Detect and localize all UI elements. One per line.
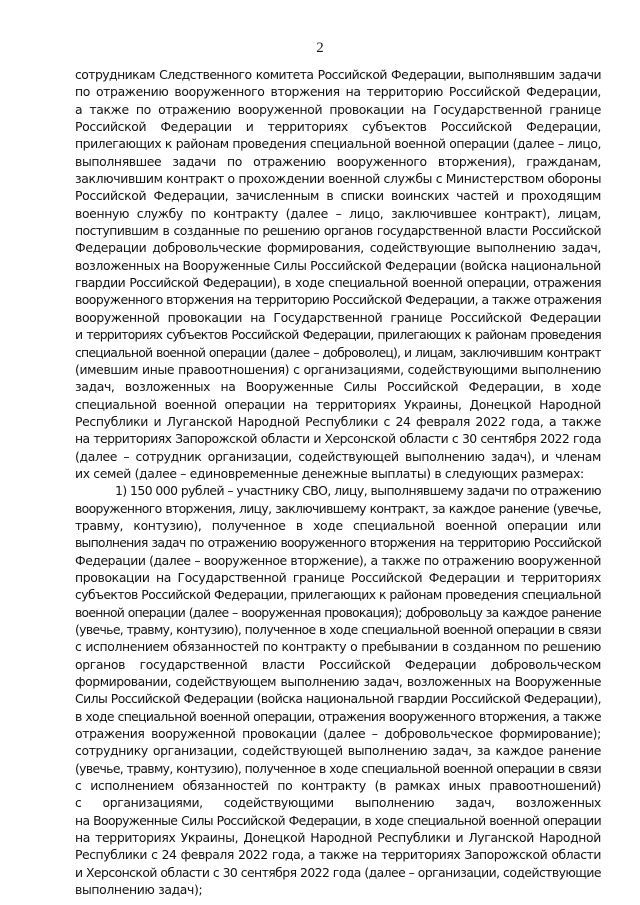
text-line: гвардии Российской Федерации), в ходе специальной военной операции, отражения (75, 275, 601, 291)
text-line: в ходе специальной военной операции, отражения вооруженного вторжения, а также (75, 708, 601, 724)
text-line: (далее – сотрудник организации, содействующей выполнению задач), и членам (75, 448, 601, 464)
text-line: Российской Федерации, зачисленным в списки воинских частей и проходящим (75, 188, 601, 204)
text-line: и Херсонской области с 30 сентября 2022 года (далее – организации, содействующие (75, 864, 601, 880)
text-line: сотрудникам Следственного комитета Российской Федерации, выполнявшим задачи (75, 67, 601, 82)
text-line: 1) 150 000 рублей – участнику СВО, лицу, выполнявшему задачи по отражению (115, 483, 601, 499)
text-line: заключившим контракт о прохождении военной службы с Министерством обороны (75, 171, 601, 187)
text-line: их семей (далее – единовременные денежные выплаты) в следующих размерах: (75, 465, 584, 481)
text-line: (увечье, травму, контузию), полученное в ходе специальной военной операции в связи (75, 622, 601, 637)
text-line: выполнявшее задачи по отражению вооруженного вторжения), гражданам, (75, 153, 601, 169)
text-line: поступившим в созданные по решению органов государственной власти Российской (75, 223, 601, 239)
text-line: (имевшим иные правоотношения) с организациями, содействующими выполнению (75, 361, 601, 377)
text-line: отражения вооруженной провокации (далее – добровольческое формирование); (75, 726, 601, 742)
text-line: Республики с 24 февраля 2022 года, а также на территориях Запорожской области (75, 847, 601, 863)
text-line: с исполнением обязанностей по контракту о пребывании в созданном по решению (75, 639, 601, 655)
text-line: а также по отражению вооруженной провокации на Государственной границе (75, 101, 601, 117)
text-line: специальной военной операции (далее – доброволец), и лицам, заключившим контракт (75, 344, 601, 360)
text-line: с организациями, содействующими выполнению задач, возложенных (75, 795, 601, 811)
text-line: возложенных на Вооруженные Силы Российской Федерации (войска национальной (75, 257, 601, 273)
text-line: специальной военной операции на территориях Украины, Донецкой Народной (75, 396, 601, 412)
text-line: органов государственной власти Российской Федерации добровольческом (75, 656, 601, 672)
text-line: провокации на Государственной границе Российской Федерации и территориях (75, 569, 601, 585)
text-line: Силы Российской Федерации (войска национальной гвардии Российской Федерации), (75, 691, 601, 707)
text-line: выполнению задач); (75, 882, 203, 898)
text-line: на территориях Украины, Донецкой Народной Республики и Луганской Народной (75, 830, 601, 846)
page-number: 2 (316, 40, 324, 56)
text-line: сотруднику организации, содействующей выполнению задач, за каждое ранение (75, 743, 601, 759)
text-line: травму, контузию), полученное в ходе специальной военной операции или (75, 517, 601, 533)
document-body (75, 66, 601, 899)
text-line: на Вооруженные Силы Российской Федерации, в ходе специальной военной операции (75, 812, 601, 828)
text-line: формировании, содействующем выполнению задач, возложенных на Вооруженные (75, 674, 601, 690)
text-line: военной операции (далее – вооруженная провокация); добровольцу за каждое ранение (75, 604, 601, 620)
text-line: на территориях Запорожской области и Херсонской области с 30 сентября 2022 года (75, 431, 601, 447)
text-line: задач, возложенных на Вооруженные Силы Российской Федерации, в ходе (75, 379, 601, 395)
text-line: субъектов Российской Федерации, прилегающих к районам проведения специальной (75, 587, 601, 603)
text-line: Российской Федерации и территориях субъектов Российской Федерации, (75, 119, 601, 135)
text-line: Федерации (далее – вооруженное вторжение), а также по отражению вооруженной (75, 552, 601, 568)
text-line: по отражению вооруженного вторжения на территорию Российской Федерации, (75, 84, 601, 100)
text-line: прилегающих к районам проведения специальной военной операции (далее – лицо, (75, 136, 601, 152)
text-line: вооруженного вторжения, лицу, заключившему контракт, за каждое ранение (увечье, (75, 500, 601, 516)
text-line: выполнения задач по отражению вооруженного вторжения на территорию Российской (75, 535, 601, 551)
text-line: Республики и Луганской Народной Республики с 24 февраля 2022 года, а также (75, 413, 601, 429)
text-line: военную службу по контракту (далее – лицо, заключившее контракт), лицам, (75, 205, 601, 221)
text-line: и территориях субъектов Российской Федерации, прилегающих к районам проведения (75, 327, 601, 343)
text-line: Федерации добровольческие формирования, содействующие выполнению задач, (75, 240, 601, 256)
text-line: с исполнением обязанностей по контракту (в рамках иных правоотношений) (75, 778, 601, 794)
text-line: (увечье, травму, контузию), полученное в ходе специальной военной операции в связи (75, 760, 601, 776)
text-line: вооруженного вторжения на территорию Российской Федерации, а также отражения (75, 292, 601, 308)
text-line: вооруженной провокации на Государственной границе Российской Федерации (75, 309, 601, 325)
